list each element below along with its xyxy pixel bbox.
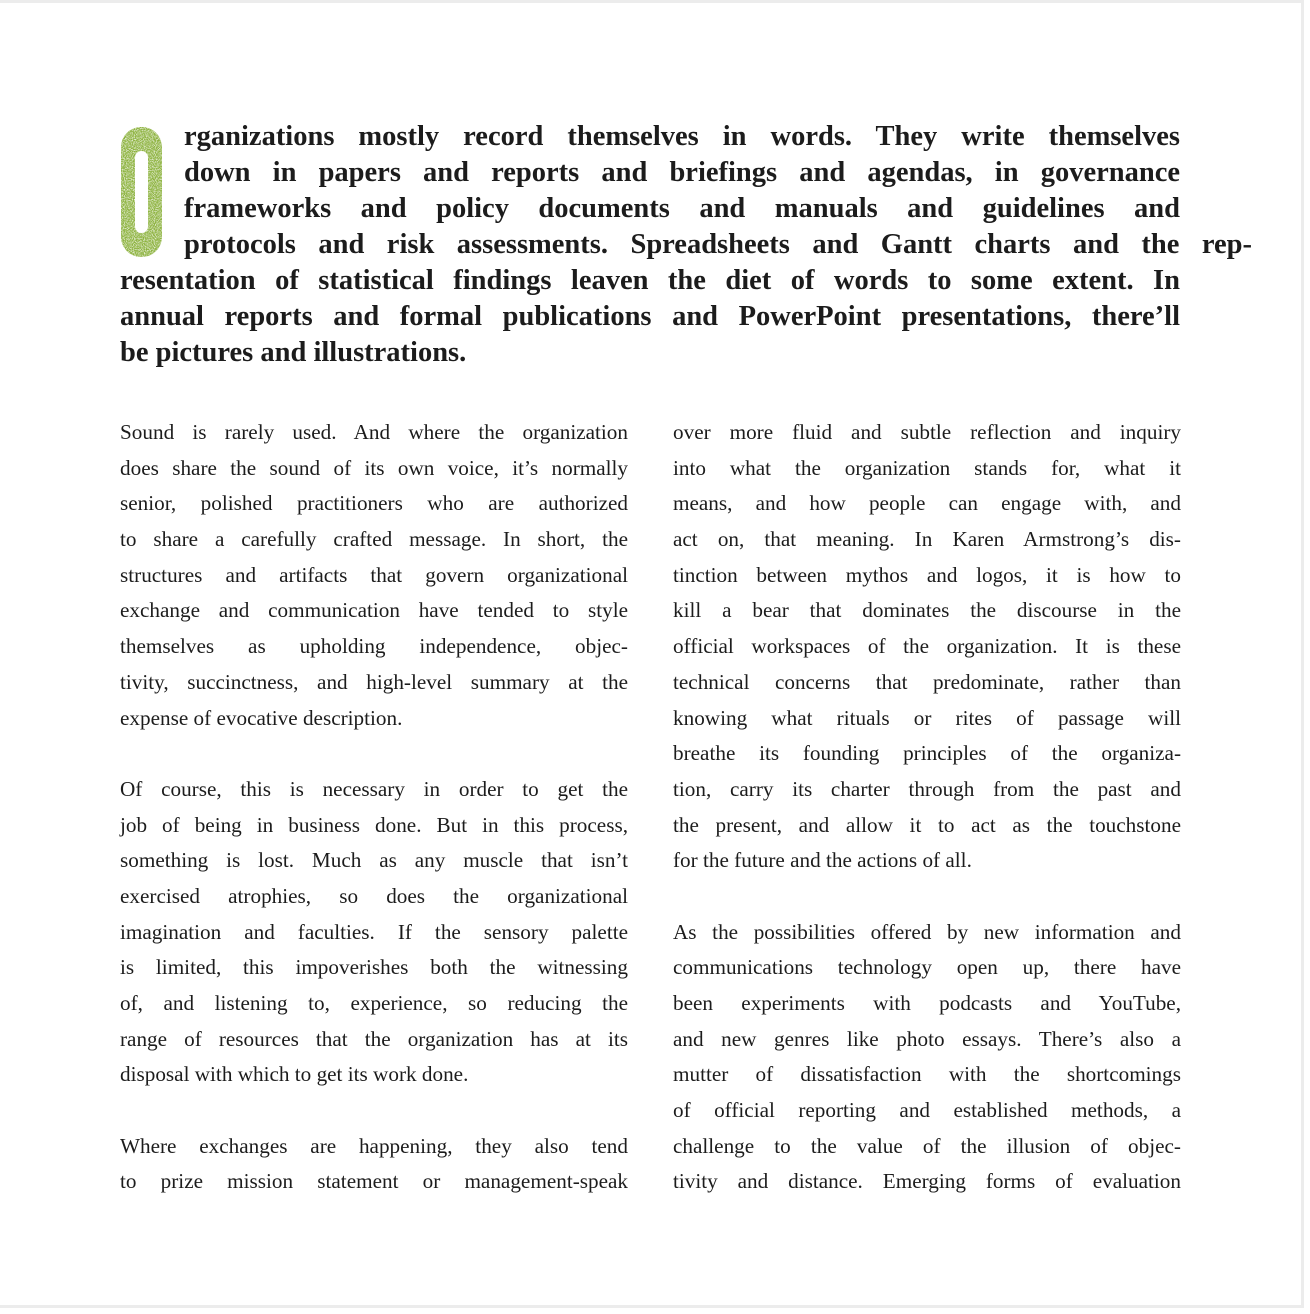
text-line: and new genres like photo essays. There’s also a [673,1026,1181,1051]
intro-line: be pictures and illustrations. [120,337,467,368]
text-line: structures and artifacts that govern organizational [120,562,628,587]
text-line: range of resources that the organization has at its [120,1026,628,1051]
text-line: knowing what rituals or rites of passage will [673,705,1181,730]
text-line: exercised atrophies, so does the organizational [120,883,628,908]
dropcap-letter-o [120,125,164,259]
text-line: kill a bear that dominates the discourse in the [673,598,1181,623]
text-line: senior, polished practitioners who are authorized [120,491,628,516]
text-line: technical concerns that predominate, rather than [673,669,1181,694]
text-line: to share a carefully crafted message. In short, the [120,527,628,552]
text-line: tivity and distance. Emerging forms of evaluation [673,1169,1181,1194]
text-line: exchange and communication have tended to style [120,598,628,623]
text-line: tion, carry its charter through from the past and [673,776,1181,801]
text-line: for the future and the actions of all. [673,848,972,873]
text-line: is limited, this impoverishes both the witnessing [120,955,628,980]
text-line: As the possibilities offered by new information and [673,919,1181,944]
text-line: breathe its founding principles of the organiza- [673,741,1181,766]
text-line: act on, that meaning. In Karen Armstrong’s dis- [673,527,1181,552]
text-line: over more fluid and subtle reflection and inquiry [673,420,1181,444]
paragraph-gap [673,879,1181,915]
text-line: of official reporting and established methods, a [673,1098,1181,1123]
text-line: mutter of dissatisfaction with the shortcomings [673,1062,1181,1087]
text-line: Sound is rarely used. And where the organization [120,420,628,444]
paragraph-gap [120,1093,628,1129]
intro-line: rganizations mostly record themselves in words. They write themselves [184,121,1180,152]
text-line: been experiments with podcasts and YouTube, [673,991,1181,1015]
text-line: job of being in business done. But in this process, [120,812,628,837]
intro-line: down in papers and reports and briefings and agendas, in governance [184,157,1180,188]
text-line: imagination and faculties. If the sensory palette [120,919,628,944]
text-line: does share the sound of its own voice, it’s normally [120,455,628,480]
text-line: into what the organization stands for, what it [673,455,1181,480]
text-line: tivity, succinctness, and high-level summary at the [120,669,628,694]
intro-line: resentation of statistical findings leaven the diet of words to some extent. In [120,265,1180,296]
text-line: of, and listening to, experience, so reducing the [120,991,628,1015]
intro-line: frameworks and policy documents and manuals and guidelines and [184,193,1180,224]
text-line: something is lost. Much as any muscle that isn’t [120,848,628,873]
intro-line: annual reports and formal publications and PowerPoint presentations, there’ll [120,301,1180,332]
body-column-right [673,415,1181,1200]
text-line: themselves as upholding independence, objec- [120,634,628,659]
text-line: the present, and allow it to act as the touchstone [673,812,1181,837]
intro-line: protocols and risk assessments. Spreadsheets and Gantt charts and the rep- [184,229,1252,260]
paragraph-gap [120,736,628,772]
text-line: expense of evocative description. [120,705,403,730]
text-line: Where exchanges are happening, they also tend [120,1133,628,1158]
text-line: Of course, this is necessary in order to get the [120,776,628,801]
body-column-left [120,415,628,1200]
text-line: communications technology open up, there have [673,955,1181,980]
text-line: challenge to the value of the illusion of objec- [673,1133,1181,1158]
text-line: tinction between mythos and logos, it is how to [673,562,1181,587]
text-line: disposal with which to get its work done. [120,1062,469,1087]
text-line: means, and how people can engage with, and [673,491,1181,516]
text-line: to prize mission statement or management-speak [120,1169,628,1194]
text-line: official workspaces of the organization. It is these [673,634,1181,659]
